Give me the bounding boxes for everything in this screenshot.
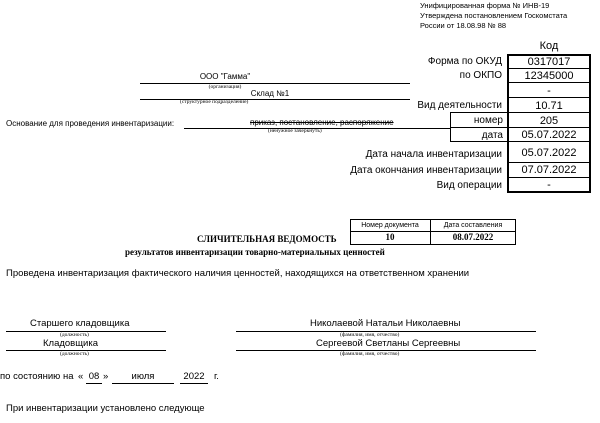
unit-caption: (структурное подразделение) xyxy=(180,99,249,105)
operation-value: - xyxy=(547,179,551,191)
person2-position: Кладовщика xyxy=(43,338,99,349)
doc-number-value: 10 xyxy=(385,232,395,242)
start-date-value: 05.07.2022 xyxy=(521,147,577,159)
basis-doc-type: приказ, постановление, распоряжение xyxy=(250,118,394,127)
operation-label: Вид операции xyxy=(436,180,502,191)
basis-number-value: 205 xyxy=(539,115,559,127)
as-of-month: июля xyxy=(131,371,155,382)
person1-position: Старшего кладовщика xyxy=(30,318,130,329)
basis-caption: (ненужное зачеркнуть) xyxy=(268,128,322,134)
basis-number-label: номер xyxy=(473,115,503,126)
form-header-line2: Утверждена постановлением Госкомстата xyxy=(420,11,568,20)
doc-number-header: Номер документа xyxy=(361,222,419,229)
org-caption: (организация) xyxy=(208,84,242,90)
activity-label: Вид деятельности xyxy=(417,100,502,111)
person2-position-caption: (должность) xyxy=(60,351,89,357)
basis-date-value: 05.07.2022 xyxy=(521,129,577,141)
person2-name-caption: (фамилия, имя, отчество) xyxy=(340,351,400,357)
form-header-line1: Унифицированная форма № ИНВ-19 xyxy=(420,1,550,10)
org-name: ООО "Гамма" xyxy=(199,72,251,81)
activity-value: 10.71 xyxy=(535,100,563,112)
end-date-label: Дата окончания инвентаризации xyxy=(350,165,502,176)
end-date-value: 07.07.2022 xyxy=(521,164,577,176)
document-subtitle: результатов инвентаризации товарно-материальных ценностей xyxy=(125,247,385,257)
person2-name: Сергеевой Светланы Сергеевны xyxy=(316,338,461,349)
form-header-line3: России от 18.08.98 № 88 xyxy=(420,21,507,30)
okud-label: Форма по ОКУД xyxy=(427,56,502,67)
okpo-label: по ОКПО xyxy=(459,70,502,81)
unit-code-value: - xyxy=(547,85,551,97)
doc-date-header: Дата составления xyxy=(443,222,503,229)
as-of-day: 08 xyxy=(88,371,100,382)
start-date-label: Дата начала инвентаризации xyxy=(365,149,502,160)
okpo-value: 12345000 xyxy=(524,70,574,82)
doc-date-value: 08.07.2022 xyxy=(452,232,494,242)
document-title: СЛИЧИТЕЛЬНАЯ ВЕДОМОСТЬ xyxy=(197,234,337,244)
basis-date-label: дата xyxy=(481,130,503,141)
as-of-close-quote: » xyxy=(103,371,109,382)
established-text: При инвентаризации установлено следующе xyxy=(6,403,205,414)
basis-label: Основание для проведения инвентаризации: xyxy=(6,119,175,128)
as-of-year: 2022 xyxy=(183,371,205,382)
custody-text: Проведена инвентаризация фактического наличия ценностей, находящихся на ответственном хранении xyxy=(6,268,470,279)
kod-header: Код xyxy=(539,40,559,52)
as-of-suffix: г. xyxy=(214,371,219,382)
okud-value: 0317017 xyxy=(527,56,571,68)
person1-name-caption: (фамилия, имя, отчество) xyxy=(340,332,400,338)
person1-name: Николаевой Натальи Николаевны xyxy=(310,318,461,329)
as-of-label: по состоянию на xyxy=(0,371,74,382)
as-of-open-quote: « xyxy=(78,371,84,382)
unit-name: Склад №1 xyxy=(250,89,290,98)
person1-position-caption: (должность) xyxy=(60,332,89,338)
